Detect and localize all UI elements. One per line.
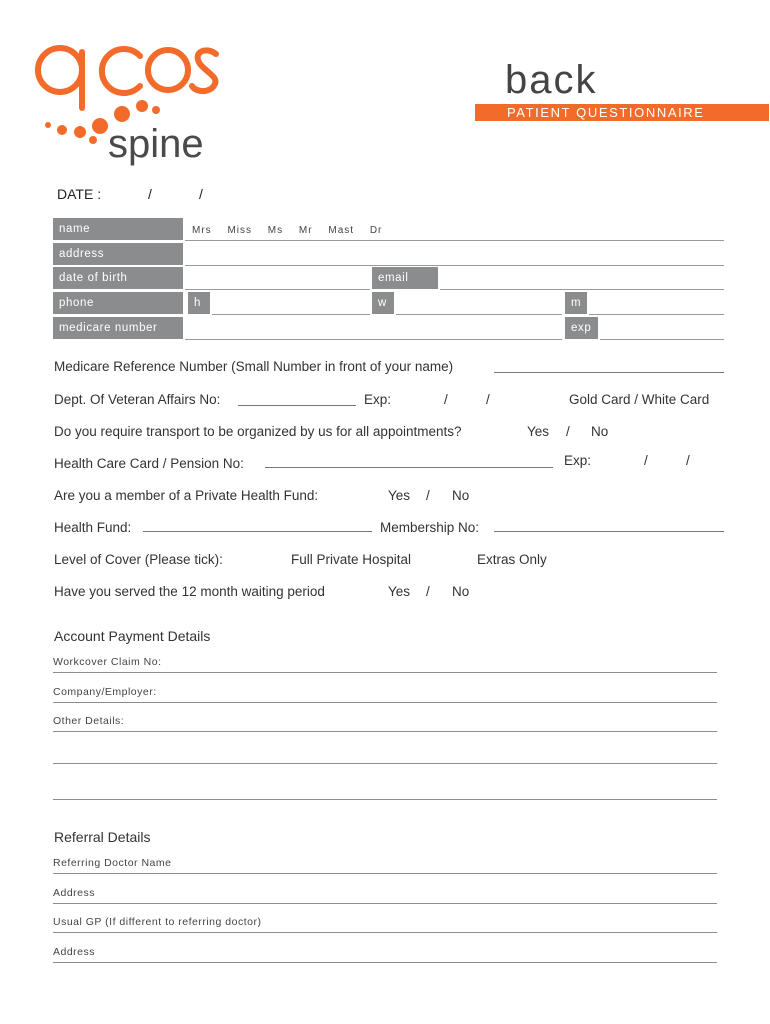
date-label: DATE : xyxy=(57,186,102,202)
referring-doctor-field[interactable] xyxy=(53,873,717,874)
subtitle-bar xyxy=(475,104,769,121)
subtitle: PATIENT QUESTIONNAIRE xyxy=(507,105,705,120)
health-care-exp-sep-1: / xyxy=(644,453,648,468)
private-fund-yes[interactable]: Yes xyxy=(388,488,411,503)
private-fund-sep: / xyxy=(426,488,430,503)
other-details-line-2[interactable] xyxy=(53,763,717,764)
health-care-exp-sep-2: / xyxy=(686,453,690,468)
company-label: Company/Employer: xyxy=(53,686,157,698)
transport-sep: / xyxy=(566,424,570,439)
phone-home-label: h xyxy=(188,292,210,314)
title-miss[interactable]: Miss xyxy=(227,225,253,236)
referral-address-field[interactable] xyxy=(53,903,717,904)
qcos-spine-logo xyxy=(30,30,230,170)
gp-address-field[interactable] xyxy=(53,962,717,963)
health-care-field[interactable] xyxy=(265,467,553,468)
waiting-yes[interactable]: Yes xyxy=(388,584,411,599)
medicare-ref-label: Medicare Reference Number (Small Number in front of your name) xyxy=(54,359,454,374)
health-care-exp-label: Exp: xyxy=(564,453,592,468)
dva-exp-sep-2: / xyxy=(486,392,490,407)
email-field[interactable] xyxy=(440,289,724,290)
medicare-exp-field[interactable] xyxy=(600,339,724,340)
company-field[interactable] xyxy=(53,702,717,703)
medicare-exp-label: exp xyxy=(565,317,598,339)
account-heading: Account Payment Details xyxy=(54,628,211,644)
transport-label: Do you require transport to be organized by us for all appointments? xyxy=(54,424,462,439)
waiting-sep: / xyxy=(426,584,430,599)
workcover-field[interactable] xyxy=(53,672,717,673)
date-sep-2: / xyxy=(199,186,203,202)
medicare-field[interactable] xyxy=(185,339,562,340)
dva-label: Dept. Of Veteran Affairs No: xyxy=(54,392,221,407)
transport-no[interactable]: No xyxy=(591,424,609,439)
gold-white-card-option[interactable]: Gold Card / White Card xyxy=(569,392,710,407)
dob-field[interactable] xyxy=(185,289,370,290)
transport-yes[interactable]: Yes xyxy=(527,424,550,439)
waiting-label: Have you served the 12 month waiting period xyxy=(54,584,325,599)
address-field[interactable] xyxy=(185,265,724,266)
phone-home-field[interactable] xyxy=(212,314,370,315)
phone-mobile-field[interactable] xyxy=(589,314,724,315)
logo-spine-text: spine xyxy=(108,122,204,166)
page-title: back xyxy=(505,58,598,102)
cover-extras[interactable]: Extras Only xyxy=(477,552,547,567)
phone-work-label: w xyxy=(372,292,394,314)
referral-address-label: Address xyxy=(53,887,96,899)
medicare-ref-field[interactable] xyxy=(494,372,724,373)
title-ms[interactable]: Ms xyxy=(267,225,284,236)
dva-exp-label: Exp: xyxy=(364,392,392,407)
title-options xyxy=(192,225,394,236)
title-mrs[interactable]: Mrs xyxy=(192,225,212,236)
dob-label: date of birth xyxy=(53,267,183,289)
phone-label: phone xyxy=(53,292,183,314)
private-fund-label: Are you a member of a Private Health Fund: xyxy=(54,488,319,503)
health-fund-field[interactable] xyxy=(143,531,372,532)
usual-gp-label: Usual GP (If different to referring doctor) xyxy=(53,916,262,928)
workcover-label: Workcover Claim No: xyxy=(53,656,162,668)
phone-work-field[interactable] xyxy=(396,314,562,315)
name-label: name xyxy=(53,218,183,240)
address-label: address xyxy=(53,243,183,265)
membership-field[interactable] xyxy=(494,531,724,532)
cover-full-private[interactable]: Full Private Hospital xyxy=(291,552,412,567)
email-label: email xyxy=(372,267,438,289)
medicare-label: medicare number xyxy=(53,317,183,339)
phone-mobile-label: m xyxy=(565,292,587,314)
other-details-field[interactable] xyxy=(53,731,717,732)
referring-doctor-label: Referring Doctor Name xyxy=(53,857,172,869)
title-mr[interactable]: Mr xyxy=(298,225,313,236)
waiting-no[interactable]: No xyxy=(452,584,470,599)
title-mast[interactable]: Mast xyxy=(328,225,355,236)
membership-label: Membership No: xyxy=(380,520,480,535)
usual-gp-field[interactable] xyxy=(53,932,717,933)
name-field[interactable] xyxy=(185,240,724,241)
health-fund-label: Health Fund: xyxy=(54,520,132,535)
private-fund-no[interactable]: No xyxy=(452,488,470,503)
referral-heading: Referral Details xyxy=(54,829,151,845)
cover-label: Level of Cover (Please tick): xyxy=(54,552,223,567)
dva-exp-sep-1: / xyxy=(444,392,448,407)
title-dr[interactable]: Dr xyxy=(369,225,383,236)
other-details-label: Other Details: xyxy=(53,715,125,727)
dva-field[interactable] xyxy=(238,405,356,406)
other-details-line-3[interactable] xyxy=(53,799,717,800)
gp-address-label: Address xyxy=(53,946,96,958)
health-care-label: Health Care Card / Pension No: xyxy=(54,456,244,471)
date-sep-1: / xyxy=(148,186,152,202)
